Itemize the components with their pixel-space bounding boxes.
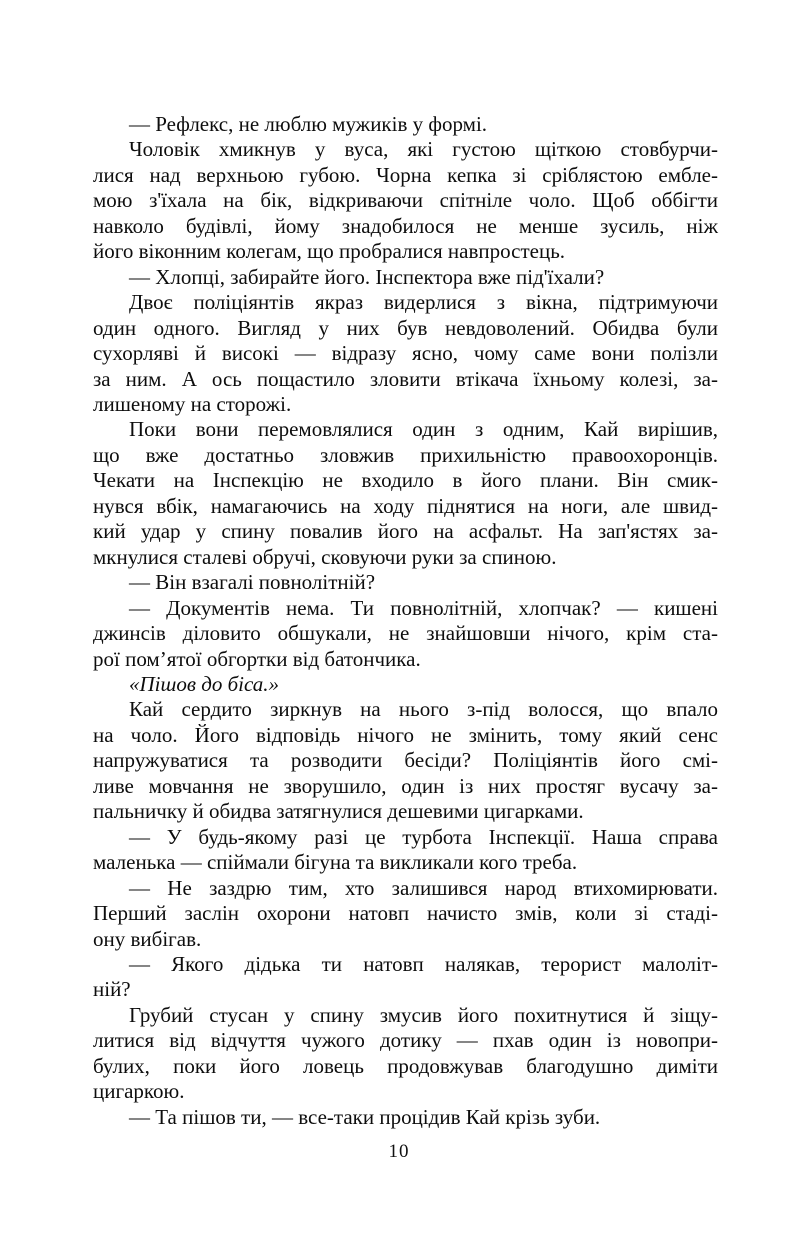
paragraph [93,596,718,672]
text-line: напружуватися та розводити бесіди? Поліціянтів його смі- [93,748,718,773]
text-line: Чекати на Інспекцію не входило в його плани. Він смик- [93,468,718,493]
text-line: «Пішов до біса.» [129,671,280,696]
text-line: — Хлопці, забирайте його. Інспектора вже під'їхали? [129,264,605,289]
text-line: Грубий стусан у спину змусив його похитнутися й зіщу- [129,1002,718,1027]
text-line: мою з'їхала на бік, відкриваючи спітніле чоло. Щоб оббігти [93,188,718,213]
text-line: джинсів діловито обшукали, не знайшовши нічого, крім ста- [93,621,718,646]
text-line: — Та пішов ти, — все-таки процідив Кай крізь зуби. [129,1104,601,1129]
text-line: ону вибігав. [93,926,202,951]
text-line: — Не заздрю тим, хто залишився народ втихомирювати. [129,875,718,900]
text-line: за ним. А ось пощастило зловити втікача їхньому колезі, за- [93,366,718,391]
text-line: лишеному на сторожі. [93,391,292,416]
paragraph [93,952,718,1003]
text-line: булих, поки його ловець продовжував благодушно диміти [93,1053,718,1078]
text-line: — Він взагалі повнолітній? [129,570,376,595]
paragraph [93,570,718,595]
text-line: Чоловік хмикнув у вуса, які густою щіткою стовбурчи- [129,137,718,162]
page-text-block [93,112,718,1130]
paragraph [93,825,718,876]
text-line: на чоло. Його відповідь нічого не змінить, тому який сенс [93,722,718,747]
text-line: його віконним колегам, що пробралися навпростець. [93,239,566,264]
paragraph [93,697,718,824]
text-line: рої пом’ятої обгортки від батончика. [93,646,421,671]
text-line: — Рефлекс, не люблю мужиків у формі. [129,112,488,136]
paragraph-thought [93,672,718,697]
paragraph [93,290,718,417]
text-line: маленька — спіймали бігуна та викликали кого треба. [93,850,578,875]
text-line: що вже достатньо зловжив прихильністю правоохоронців. [93,442,718,467]
paragraph [93,112,718,137]
text-line: один одного. Вигляд у них був невдоволений. Обидва були [93,315,718,340]
text-line: кий удар у спину повалив його на асфальт. На зап'ястях за- [93,519,718,544]
text-line: Поки вони перемовлялися один з одним, Кай вирішив, [129,417,718,442]
text-line: навколо будівлі, йому знадобилося не менше зусиль, ніж [93,213,718,238]
text-line: Двоє поліціянтів якраз видерлися з вікна, підтримуючи [129,290,718,315]
text-line: — Якого дідька ти натовп налякав, терорист малоліт- [129,951,718,976]
paragraph [93,1003,718,1105]
text-line: цигаркою. [93,1079,185,1104]
text-line: ній? [93,977,131,1002]
text-line: — Документів нема. Ти повнолітній, хлопчак? — кишені [129,595,718,620]
text-line: пальничку й обидва затягнулися дешевими цигарками. [93,799,584,824]
paragraph [93,265,718,290]
text-line: литися від відчуття чужого дотику — пхав один із новопри- [93,1028,718,1053]
text-line: Перший заслін охорони натовп начисто змів, коли зі стаді- [93,901,718,926]
text-line: Кай сердито зиркнув на нього з-під волосся, що впало [129,697,718,722]
paragraph [93,137,718,264]
paragraph [93,876,718,952]
text-line: сухорляві й високі — відразу ясно, чому саме вони полізли [93,341,718,366]
paragraph [93,1105,718,1130]
text-line: ливе мовчання не зворушило, один із них простяг вусачу за- [93,773,718,798]
text-line: мкнулися сталеві обручі, сковуючи руки за спиною. [93,544,557,569]
text-line: — У будь-якому разі це турбота Інспекції. Наша справа [129,824,718,849]
text-line: лися над верхньою губою. Чорна кепка зі сріблястою ембле- [93,162,718,187]
paragraph [93,417,718,570]
text-line: нувся вбік, намагаючись на ходу піднятися на ноги, але швид- [93,493,718,518]
page-number: 10 [388,1141,410,1162]
